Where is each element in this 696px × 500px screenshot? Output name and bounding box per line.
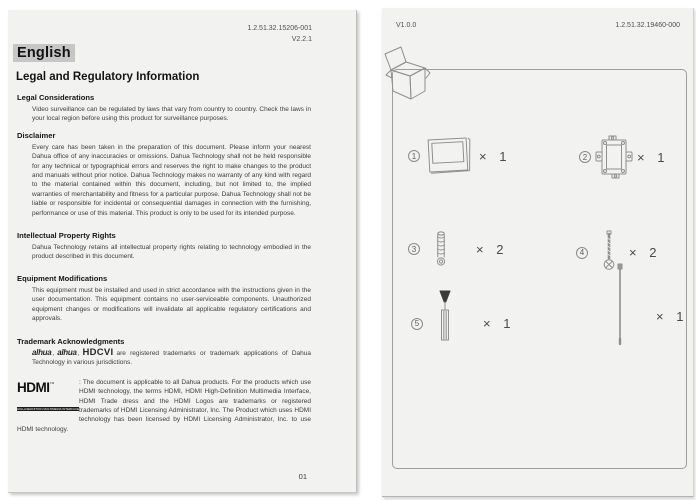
section-body: Dahua Technology retains all intellectual property rights relating to technology embodied in the product described in this document. bbox=[32, 243, 311, 260]
document-code-block bbox=[247, 24, 312, 45]
section-heading: Disclaimer bbox=[17, 131, 56, 141]
item-number-badge: 3 bbox=[408, 243, 420, 255]
logo-separator: , bbox=[77, 350, 80, 357]
packing-list-page bbox=[382, 8, 694, 497]
packing-item-expansion-bolt bbox=[408, 230, 503, 268]
trademark-statement bbox=[17, 348, 313, 368]
hdmi-acknowledgment bbox=[17, 378, 313, 434]
trademark-statement-text: are registered trademarks or trademark applications of Dahua Technology in various jurisdictions. bbox=[32, 350, 311, 367]
section-body: This equipment must be installed and used in strict accordance with the instructions given in the user documentation. This equipment contains no user-serviceable components. Unauthorized equipment changes or modifications will invalidate all applicable regulatory certifications and approvals. bbox=[32, 286, 311, 323]
hdmi-logo-text: HDMI bbox=[17, 379, 50, 395]
hdmi-logo-tagline: HIGH-DEFINITION MULTIMEDIA INTERFACE bbox=[17, 406, 80, 411]
indoor-monitor-icon bbox=[425, 132, 472, 180]
document-code: 1.2.51.32.19460-000 bbox=[615, 22, 680, 29]
item-number-badge: 5 bbox=[411, 318, 423, 330]
item-quantity: × 2 bbox=[476, 241, 504, 257]
item-quantity: × 2 bbox=[629, 245, 657, 260]
legal-sections bbox=[17, 93, 313, 434]
section-heading: Intellectual Property Rights bbox=[17, 231, 116, 241]
document-version: V1.0.0 bbox=[396, 22, 417, 29]
item-number-badge: 4 bbox=[576, 247, 588, 259]
dahua-logo: alhua bbox=[57, 348, 77, 357]
hdmi-statement-text: : The document is applicable to all Dahua products. For the products which use HDMI technology, the terms HDMI, HDMI High-Definition Multimedia Interface, HDMI Trade dress and the HDMI Logos are trademarks or registered trademarks of HDMI Licensing Administrator, Inc. The Product which uses HDMI technology has been licensed by HDMI Licensing Administrator, Inc. to use HDMI technology. bbox=[17, 378, 311, 433]
item-quantity: × 1 bbox=[483, 316, 511, 331]
packing-item-monitor bbox=[408, 132, 506, 180]
item-quantity: × 1 bbox=[637, 149, 665, 165]
item-quantity: × 1 bbox=[479, 148, 507, 164]
item-number-badge: 1 bbox=[408, 150, 420, 162]
section-disclaimer bbox=[17, 131, 313, 218]
expansion-bolt-icon bbox=[433, 230, 449, 268]
section-legal-considerations bbox=[17, 93, 313, 123]
section-intellectual-property bbox=[17, 231, 313, 261]
document-version: V2.2.1 bbox=[291, 35, 312, 43]
section-body: Video surveillance can be regulated by laws that vary from country to country. Check the laws in your local region before using this product for surveillance purposes. bbox=[32, 105, 311, 122]
item-quantity: × 1 bbox=[656, 308, 684, 324]
document-code: 1.2.51.32.15206-001 bbox=[247, 25, 312, 32]
trademark-symbol: ™ bbox=[49, 381, 55, 388]
logo-separator: , bbox=[52, 350, 55, 357]
open-box-icon bbox=[383, 44, 431, 108]
legal-info-page bbox=[8, 10, 357, 493]
section-heading: Legal Considerations bbox=[17, 93, 95, 102]
section-body: Every care has been taken in the preparation of this document. Please inform your nearest Dahua office of any inaccuracies or omissions. Dahua Technology shall not be held responsible for any technical or typographical errors and reserves the right to make changes to the product and manuals without prior notice. Dahua Technology makes no warranty of any kind with regard to the material contained within this document, including, but not limited to, the implied warranties of merchantability and fitness for a particular purpose. Dahua Technology shall not be liable or responsible for incidental or consequential damages in connection with the furnishing, performance or use of this material. This product is only to be used for its intended purpose. bbox=[32, 143, 311, 217]
hdmi-logo bbox=[17, 379, 80, 415]
page-number: 01 bbox=[298, 472, 307, 481]
item-number-badge: 2 bbox=[579, 151, 591, 163]
dahua-logo: alhua bbox=[32, 348, 52, 357]
section-heading: Equipment Modifications bbox=[17, 274, 108, 284]
wall-mount-bracket-icon bbox=[595, 135, 633, 179]
packing-item-bracket bbox=[579, 135, 664, 179]
section-trademarks bbox=[17, 337, 313, 435]
brush-tool-icon bbox=[437, 289, 453, 342]
language-title: English bbox=[13, 44, 75, 62]
packing-item-pin-rod bbox=[602, 263, 683, 347]
pin-rod-icon bbox=[614, 263, 626, 347]
section-heading: Trademark Acknowledgments bbox=[17, 336, 125, 346]
section-equipment-modifications bbox=[17, 274, 313, 323]
page-title: Legal and Regulatory Information bbox=[16, 71, 200, 83]
hdcvi-logo: HDCVI bbox=[82, 347, 114, 358]
packing-item-brush bbox=[411, 289, 510, 342]
